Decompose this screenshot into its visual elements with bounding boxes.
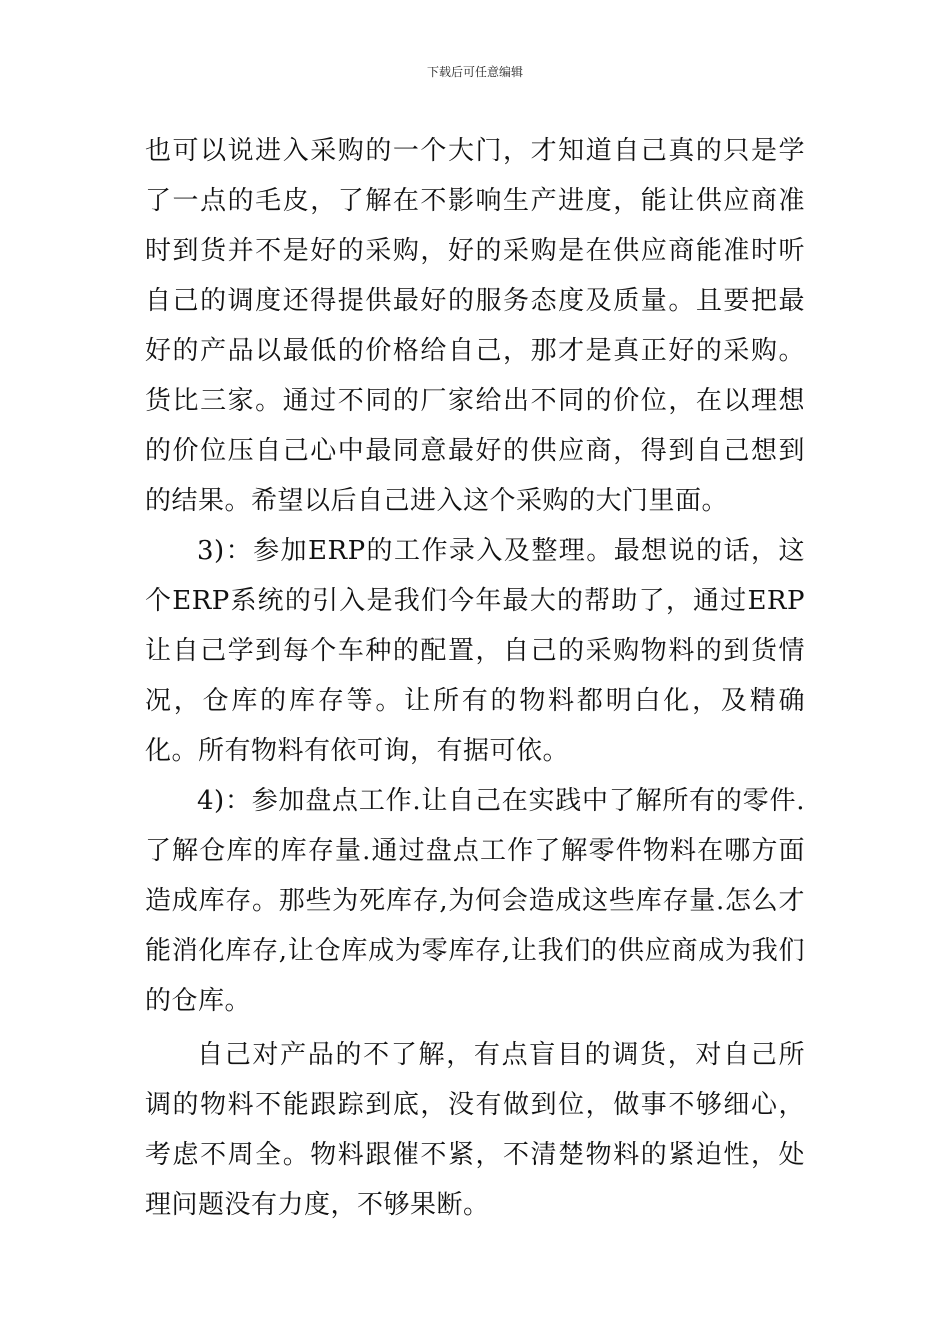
- page-header: 下载后可任意编辑: [426, 65, 523, 79]
- document-body: [145, 126, 805, 1230]
- paragraph-shortcomings: 自己对产品的不了解，有点盲目的调货，对自己所调的物料不能跟踪到底，没有做到位，做事不够细心，考虑不周全。物料跟催不紧，不清楚物料的紧迫性，处理问题没有力度，不够果断。: [145, 1040, 805, 1220]
- paragraph-item-4: 4)：参加盘点工作.让自己在实践中了解所有的零件.了解仓库的库存量.通过盘点工作了解零件物料在哪方面造成库存。那些为死库存,为何会造成这些库存量.怎么才能消化库存,让仓库成为零库存,让我们的供应商成为我们的仓库。: [145, 786, 805, 1016]
- paragraph-item-3: 3)：参加ERP的工作录入及整理。最想说的话，这个ERP系统的引入是我们今年最大的帮助了，通过ERP让自己学到每个车种的配置，自己的采购物料的到货情况，仓库的库存等。让所有的物料都明白化，及精确化。所有物料有依可询，有据可依。: [145, 536, 805, 766]
- paragraph-continuation: 也可以说进入采购的一个大门，才知道自己真的只是学了一点的毛皮，了解在不影响生产进度，能让供应商准时到货并不是好的采购，好的采购是在供应商能准时听自己的调度还得提供最好的服务态度及质量。且要把最好的产品以最低的价格给自己，那才是真正好的采购。货比三家。通过不同的厂家给出不同的价位，在以理想的价位压自己心中最同意最好的供应商，得到自己想到的结果。希望以后自己进入这个采购的大门里面。: [145, 136, 805, 516]
